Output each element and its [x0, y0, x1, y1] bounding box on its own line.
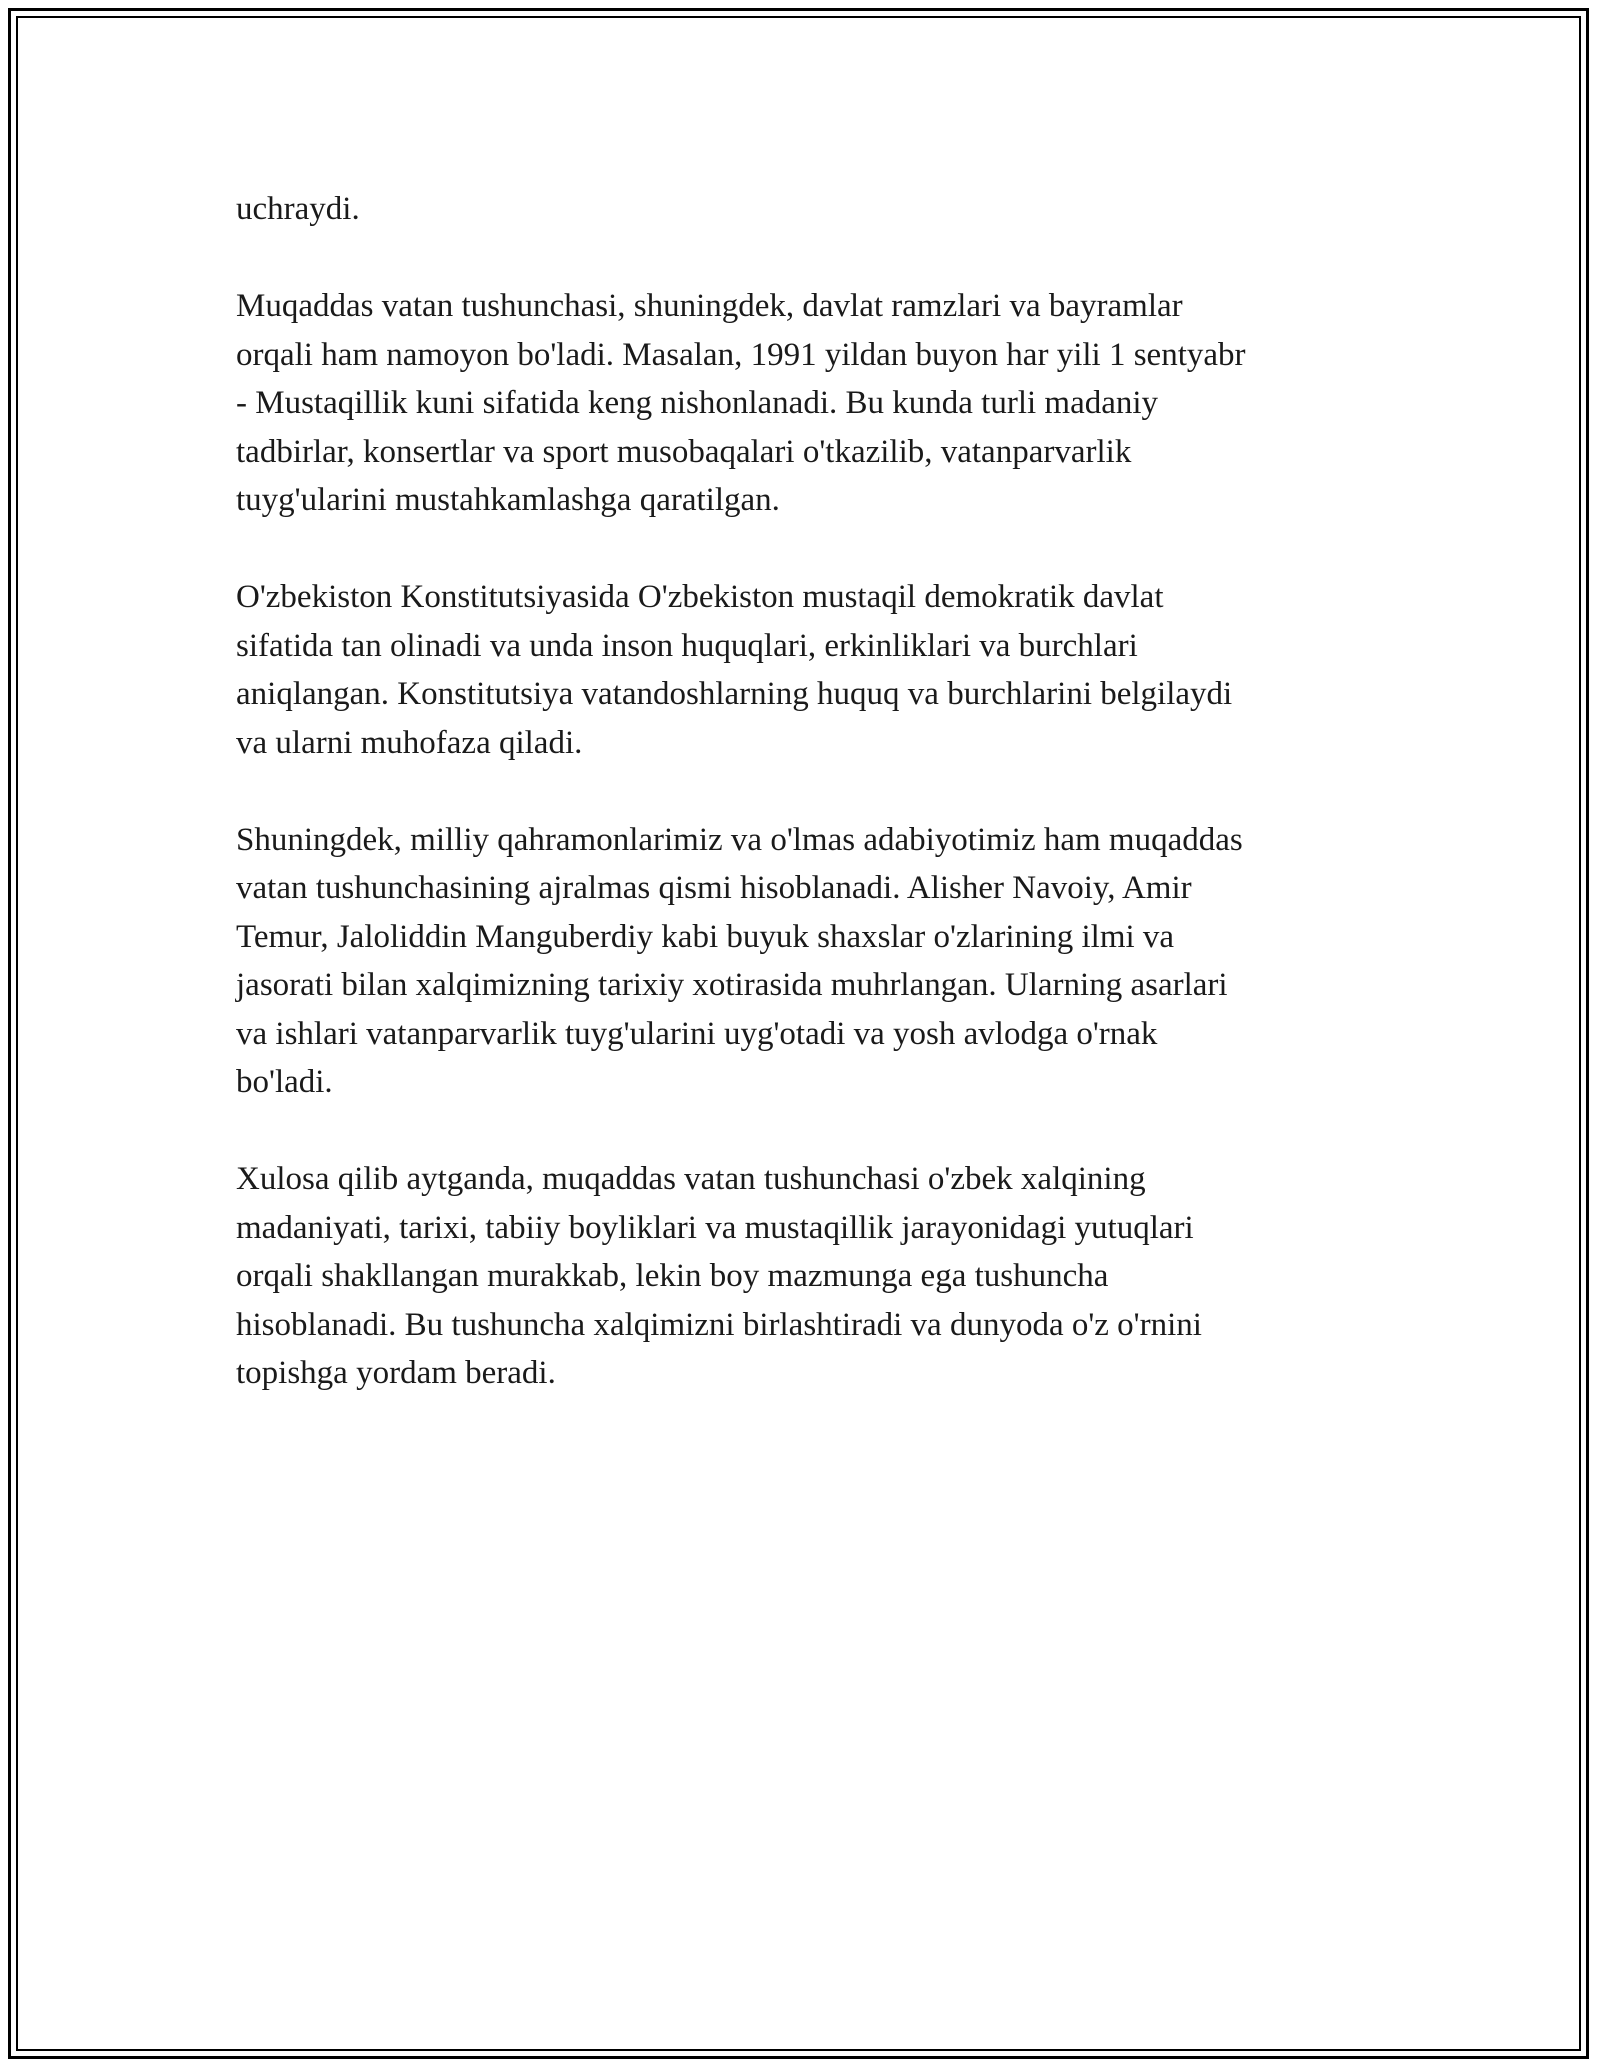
text-line: tadbirlar, konsertlar va sport musobaqalari o'tkazilib, vatanparvarlik — [236, 433, 1132, 470]
text-line: vatan tushunchasining ajralmas qismi hisoblanadi. Alisher Navoiy, Amir — [236, 870, 1192, 906]
text-line: va ularni muhofaza qiladi. — [236, 724, 583, 761]
text-line: bo'ladi. — [236, 1064, 333, 1100]
text-line: orqali ham namoyon bo'ladi. Masalan, 1991 yildan buyon har yili 1 sentyabr — [236, 336, 1246, 373]
text-line: - Mustaqillik kuni sifatida keng nishonlanadi. Bu kunda turli madaniy — [236, 385, 1159, 421]
text-line: Shuningdek, milliy qahramonlarimiz va o'lmas adabiyotimiz ham muqaddas — [236, 821, 1243, 858]
text-line: orqali shakllangan murakkab, lekin boy mazmunga ega tushuncha — [236, 1258, 1109, 1294]
text-line: Muqaddas vatan tushunchasi, shuningdek, davlat ramzlari va bayramlar — [236, 288, 1183, 324]
paragraph — [236, 282, 1366, 525]
document-body — [236, 185, 1366, 1446]
paragraph — [236, 816, 1366, 1107]
text-line: jasorati bilan xalqimizning tarixiy xotirasida muhrlangan. Ularning asarlari — [236, 967, 1228, 1003]
text-line: sifatida tan olinadi va unda inson huquqlari, erkinliklari va burchlari — [236, 627, 1138, 664]
text-line: topishga yordam beradi. — [236, 1355, 556, 1391]
text-line: aniqlangan. Konstitutsiya vatandoshlarning huquq va burchlarini belgilaydi — [236, 676, 1233, 712]
paragraph — [236, 573, 1366, 767]
paragraph — [236, 1155, 1366, 1398]
text-line: tuyg'ularini mustahkamlashga qaratilgan. — [236, 482, 780, 518]
text-line: uchraydi. — [236, 191, 360, 227]
paragraph — [236, 185, 1366, 234]
text-line: Temur, Jaloliddin Manguberdiy kabi buyuk shaxslar o'zlarining ilmi va — [236, 918, 1175, 955]
text-line: hisoblanadi. Bu tushuncha xalqimizni birlashtiradi va dunyoda o'z o'rnini — [236, 1306, 1202, 1343]
text-line: madaniyati, tarixi, tabiiy boyliklari va mustaqillik jarayonidagi yutuqlari — [236, 1209, 1194, 1246]
text-line: va ishlari vatanparvarlik tuyg'ularini uyg'otadi va yosh avlodga o'rnak — [236, 1015, 1158, 1052]
text-line: Xulosa qilib aytganda, muqaddas vatan tushunchasi o'zbek xalqining — [236, 1161, 1146, 1197]
text-line: O'zbekiston Konstitutsiyasida O'zbekiston mustaqil demokratik davlat — [236, 579, 1164, 615]
